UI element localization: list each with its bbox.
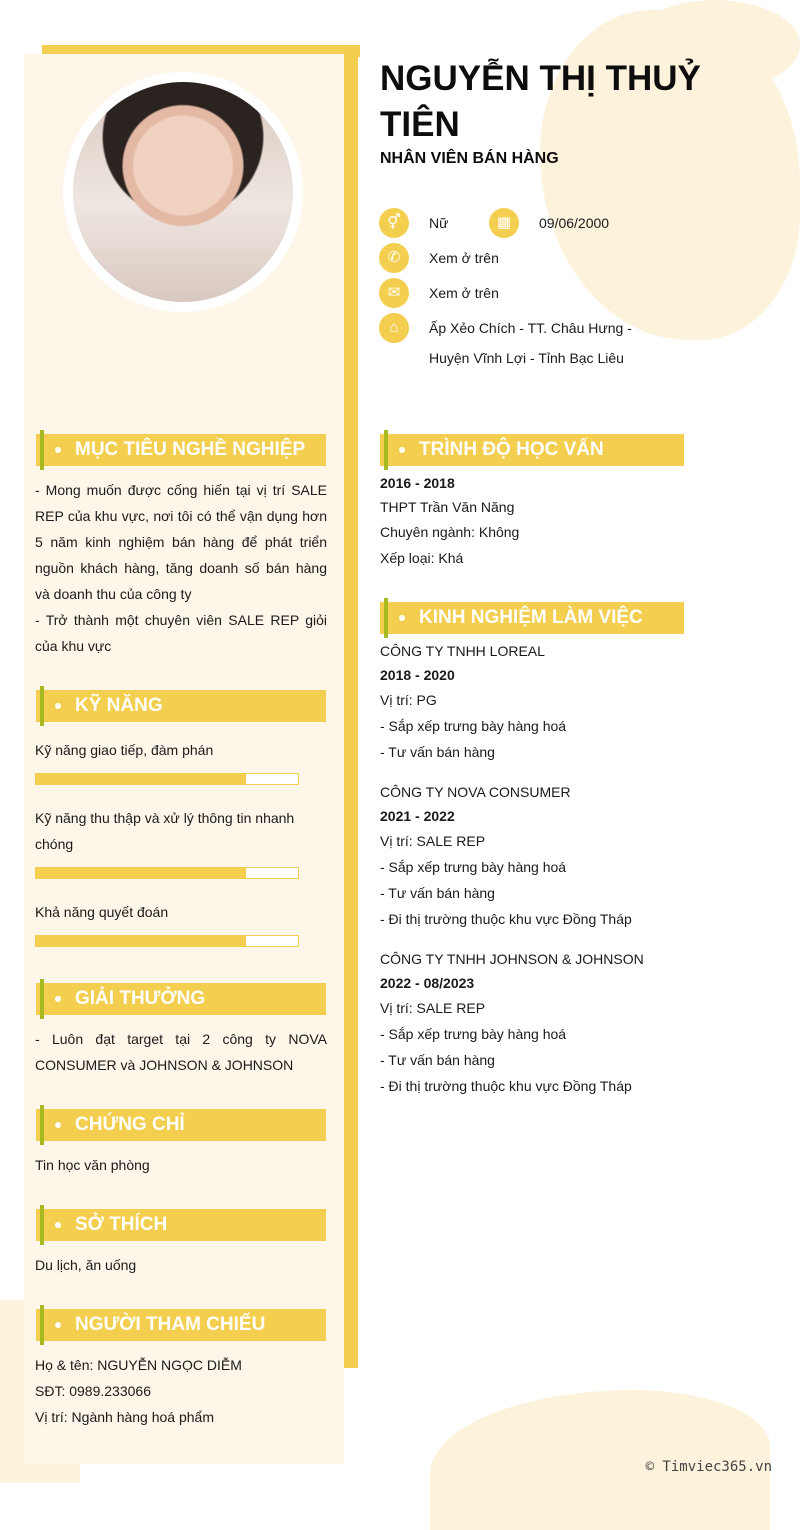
section-objective-header	[36, 434, 326, 466]
education-period: 2016 - 2018	[380, 475, 455, 491]
job-company: CÔNG TY TNHH LOREAL	[380, 643, 545, 659]
job-duty: - Đi thị trường thuộc khu vực Đồng Tháp	[380, 911, 632, 927]
gender-icon: ⚥	[379, 208, 409, 238]
job-role: Vị trí: SALE REP	[380, 1000, 486, 1016]
section-experience-header	[380, 602, 684, 634]
phone-icon: ✆	[379, 243, 409, 273]
section-title: KỸ NĂNG	[75, 695, 163, 716]
job-company: CÔNG TY NOVA CONSUMER	[380, 784, 571, 800]
bullet-dot-icon	[399, 615, 405, 621]
section-bar	[40, 979, 44, 1019]
section-title: MỤC TIÊU NGHỀ NGHIỆP	[75, 439, 306, 460]
section-bar	[384, 430, 388, 470]
skill-label: Kỹ năng giao tiếp, đàm phán	[35, 742, 214, 758]
left-accent-side	[344, 45, 358, 1368]
awards-text: - Luôn đạt target tại 2 công ty NOVA CONSUMER và JOHNSON & JOHNSON	[35, 1031, 327, 1073]
contact-address-line2: Huyện Vĩnh Lợi - Tỉnh Bạc Liêu	[429, 350, 624, 366]
contact-address-line1: Ấp Xẻo Chích - TT. Châu Hưng -	[429, 320, 632, 336]
skill-progress-fill	[36, 936, 246, 946]
job-period: 2021 - 2022	[380, 808, 455, 824]
contact-gender: Nữ	[429, 215, 449, 231]
reference-name: Họ & tên: NGUYỄN NGỌC DIỄM	[35, 1357, 242, 1373]
section-bar	[40, 1305, 44, 1345]
job-role: Vị trí: PG	[380, 692, 437, 708]
skill-progress-fill	[36, 774, 246, 784]
section-bar	[40, 1105, 44, 1145]
skill-progress-fill	[36, 868, 246, 878]
section-skills-header	[36, 690, 326, 722]
section-title: SỞ THÍCH	[75, 1214, 168, 1235]
job-duty: - Tư vấn bán hàng	[380, 885, 495, 901]
bullet-dot-icon	[55, 1222, 61, 1228]
section-bar	[40, 686, 44, 726]
job-duty: - Sắp xếp trưng bày hàng hoá	[380, 1026, 567, 1042]
section-bar	[40, 1205, 44, 1245]
skill-progress-bar	[35, 935, 299, 947]
section-references-header	[36, 1309, 326, 1341]
reference-phone: SĐT: 0989.233066	[35, 1383, 151, 1399]
home-icon: ⌂	[379, 313, 409, 343]
skill-progress-bar	[35, 773, 299, 785]
education-school: THPT Trần Văn Năng	[380, 499, 515, 515]
skill-label: Khả năng quyết đoán	[35, 904, 169, 920]
job-period: 2018 - 2020	[380, 667, 455, 683]
bullet-dot-icon	[55, 447, 61, 453]
job-role: Vị trí: SALE REP	[380, 833, 486, 849]
job-company: CÔNG TY TNHH JOHNSON & JOHNSON	[380, 951, 644, 967]
bullet-dot-icon	[55, 1322, 61, 1328]
job-duty: - Tư vấn bán hàng	[380, 744, 495, 760]
section-awards-header	[36, 983, 326, 1015]
reference-role: Vị trí: Ngành hàng hoá phẩm	[35, 1409, 215, 1425]
contact-email: Xem ở trên	[429, 285, 499, 301]
education-grade: Xếp loại: Khá	[380, 550, 464, 566]
avatar	[73, 82, 293, 302]
bullet-dot-icon	[55, 996, 61, 1002]
candidate-position: NHÂN VIÊN BÁN HÀNG	[380, 150, 559, 167]
hobbies-text: Du lịch, ăn uống	[35, 1257, 137, 1273]
candidate-name: NGUYỄN THỊ THUỶ TIÊN	[380, 59, 701, 144]
job-duty: - Tư vấn bán hàng	[380, 1052, 495, 1068]
contact-birthday: 09/06/2000	[539, 215, 610, 231]
section-bar	[40, 430, 44, 470]
section-education-header	[380, 434, 684, 466]
skill-progress-bar	[35, 867, 299, 879]
watermark: © Timviec365.vn	[645, 1459, 772, 1475]
contact-phone: Xem ở trên	[429, 250, 499, 266]
section-title: GIẢI THƯỞNG	[75, 988, 206, 1009]
bullet-dot-icon	[55, 1122, 61, 1128]
objective-text-2: - Trở thành một chuyên viên SALE REP giỏi của khu vực	[35, 612, 327, 654]
bullet-dot-icon	[55, 703, 61, 709]
job-duty: - Sắp xếp trưng bày hàng hoá	[380, 859, 567, 875]
section-certificates-header	[36, 1109, 326, 1141]
calendar-icon: ▦	[489, 208, 519, 238]
certificates-text: Tin học văn phòng	[35, 1157, 150, 1173]
section-title: KINH NGHIỆM LÀM VIỆC	[419, 607, 643, 628]
section-bar	[384, 598, 388, 638]
objective-text-1: - Mong muốn được cống hiến tại vị trí SALE REP của khu vực, nơi tôi có thể vận dụng hơn 5 năm kinh nghiệm bán hàng để phát triển nguồn khách hàng, tăng doanh số bán hàng và doanh thu của công ty	[35, 482, 327, 602]
skill-label: Kỹ năng thu thập và xử lý thông tin nhanh chóng	[35, 810, 295, 852]
job-period: 2022 - 08/2023	[380, 975, 475, 991]
email-icon: ✉	[379, 278, 409, 308]
section-hobbies-header	[36, 1209, 326, 1241]
bullet-dot-icon	[399, 447, 405, 453]
section-title: NGƯỜI THAM CHIẾU	[75, 1314, 266, 1335]
education-major: Chuyên ngành: Không	[380, 524, 520, 540]
job-duty: - Đi thị trường thuộc khu vực Đồng Tháp	[380, 1078, 632, 1094]
section-title: CHỨNG CHỈ	[75, 1114, 185, 1135]
job-duty: - Sắp xếp trưng bày hàng hoá	[380, 718, 567, 734]
section-title: TRÌNH ĐỘ HỌC VẤN	[419, 439, 604, 460]
